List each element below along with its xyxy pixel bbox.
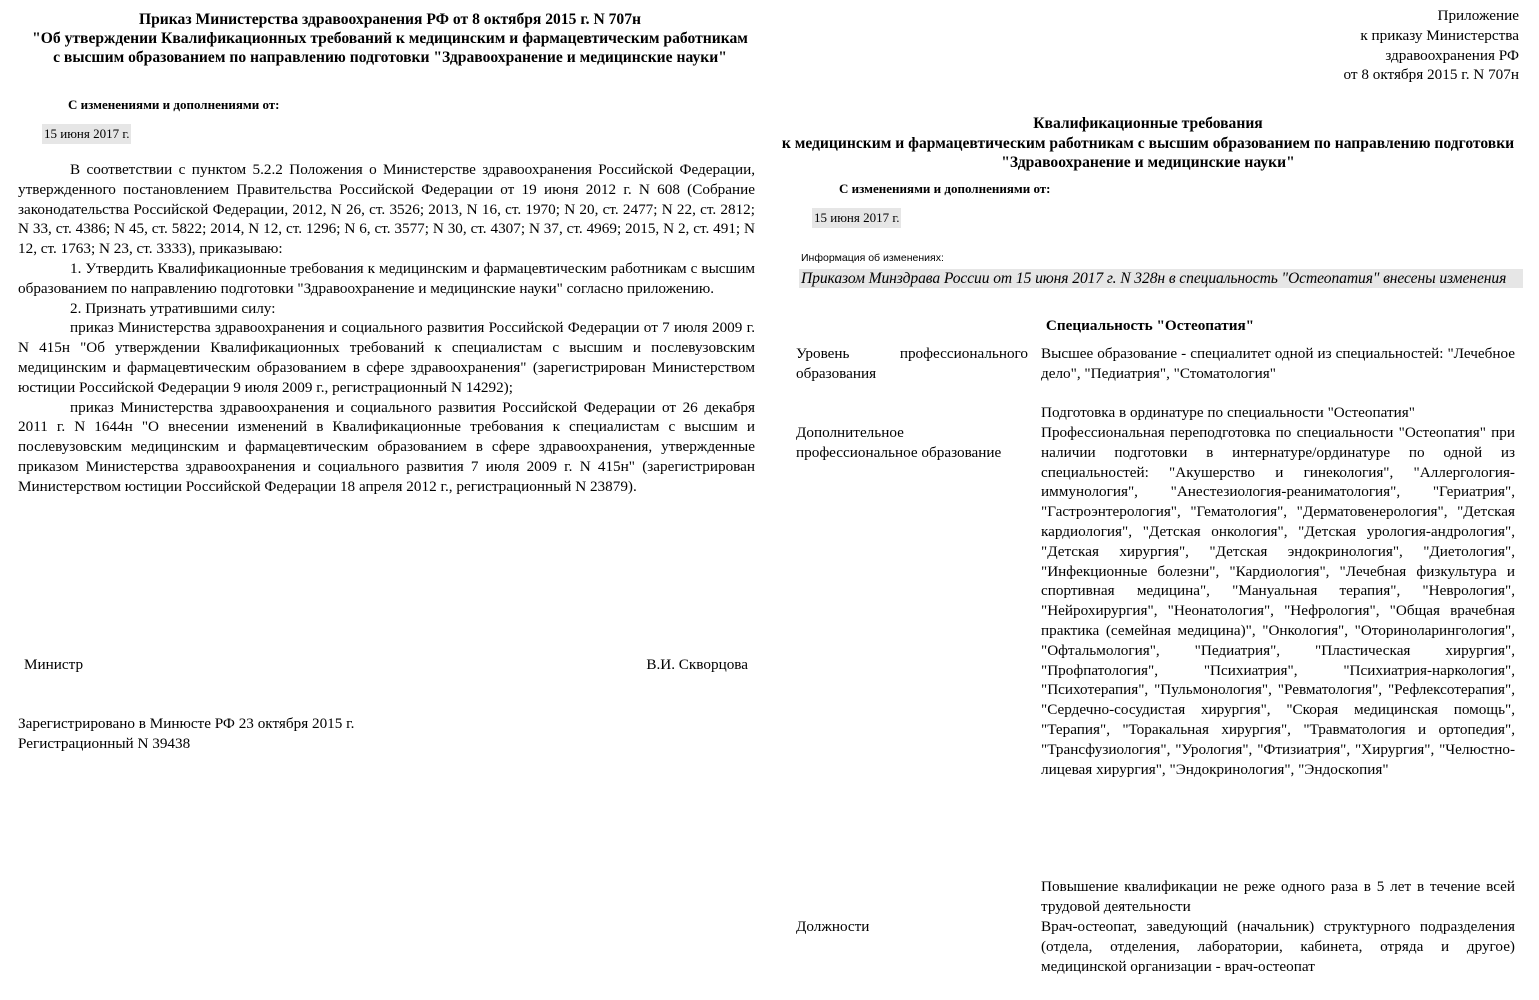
item-2-paragraph: 2. Признать утратившими силу: xyxy=(70,299,276,317)
positions-label: Должности xyxy=(796,918,870,935)
registration-date: Зарегистрировано в Минюсте РФ 23 октября 2015 г. xyxy=(18,715,355,732)
requirements-title-line2: к медицинским и фармацевтическим работникам с высшим образованием по направлению подготовки "Здравоохранение и медицинские науки" xyxy=(781,134,1515,171)
additional-education-label: Дополнительное профессиональное образование xyxy=(796,424,1002,461)
requirements-title xyxy=(780,114,1516,173)
appendix-line: от 8 октября 2015 г. N 707н xyxy=(1343,66,1519,84)
qualification-upgrade-value: Повышение квалификации не реже одного раза в 5 лет в течение всей трудовой деятельности xyxy=(1041,878,1515,915)
education-level-value: Высшее образование - специалитет одной из специальностей: "Лечебное дело", "Педиатрия", "Стоматология" xyxy=(1041,345,1515,382)
specialty-title: Специальность "Остеопатия" xyxy=(1045,317,1255,334)
order-title xyxy=(30,10,750,67)
appendix-line: Приложение xyxy=(1437,7,1519,24)
education-level-label: Уровень профессионального образования xyxy=(796,345,1028,382)
preamble-paragraph: В соответствии с пунктом 5.2.2 Положения о Министерстве здравоохранения Российской Федерации, утвержденного постановлением Правительства Российской Федерации от 19 июня 2012 г. N 608 (Собрание законодательства Российской Федерации, 2012, N 26, ст. 3526; 2013, N 16, ст. 1970; N 20, ст. 2477; N 22, ст. 2812; N 33, ст. 4386; N 45, ст. 5822; 2014, N 12, ст. 1296; N 6, ст. 3577; N 30, ст. 4307; N 37, ст. 4969; 2015, N 2, ст. 491; N 12, ст. 1763; N 23, ст. 3333), приказываю: xyxy=(18,161,755,258)
registration-info xyxy=(18,714,354,754)
repealed-order-1: приказ Министерства здравоохранения и социального развития Российской Федерации от 7 июля 2009 г. N 415н "Об утверждении Квалификационных требований к специалистам с высшим и послевузовским медицинским и фармацевтическим образованием в сфере здравоохранения" (зарегистрирован Министерством юстиции Российской Федерации 9 июля 2009 г., регистрационный N 14292); xyxy=(18,319,755,396)
order-title-line1: Приказ Министерства здравоохранения РФ от 8 октября 2015 г. N 707н xyxy=(139,11,641,28)
changes-label: С изменениями и дополнениями от: xyxy=(68,97,280,112)
requirements-title-line1: Квалификационные требования xyxy=(1033,115,1263,132)
minister-label: Министр xyxy=(24,656,84,673)
registration-number: Регистрационный N 39438 xyxy=(18,734,191,752)
change-info-text[interactable]: Приказом Минздрава России от 15 июня 2017 г. N 328н в специальность "Остеопатия" внесены изменения xyxy=(799,269,1523,288)
order-body xyxy=(18,160,755,497)
changes-label: С изменениями и дополнениями от: xyxy=(839,181,1051,196)
changes-date-link[interactable]: 15 июня 2017 г. xyxy=(42,124,131,144)
appendix-line: к приказу Министерства xyxy=(1360,26,1519,44)
appendix-header xyxy=(1344,6,1519,85)
changes-date-link[interactable]: 15 июня 2017 г. xyxy=(812,208,901,228)
item-1-paragraph: 1. Утвердить Квалификационные требования к медицинским и фармацевтическим работникам с высшим образованием по направлению подготовки "Здравоохранение и медицинские науки" согласно приложению. xyxy=(18,259,755,297)
residency-training-value: Подготовка в ординатуре по специальности "Остеопатия" xyxy=(1041,404,1415,421)
change-info-label: Информация об изменениях: xyxy=(801,252,944,264)
appendix-line: здравоохранения РФ xyxy=(1385,46,1519,64)
order-title-line2: "Об утверждении Квалификационных требований к медицинским и фармацевтическим работникам с высшим образованием по направлению подготовки "Здравоохранение и медицинские науки" xyxy=(32,30,748,66)
additional-education-value: Профессиональная переподготовка по специальности "Остеопатия" при наличии подготовки в интернатуре/ординатуре по одной из специальностей: "Акушерство и гинекология", "Аллергология-иммунология", "Анестезиология-реаниматология", "Гериатрия", "Гастроэнтерология", "Гематология", "Дерматовенерология", "Детская кардиология", "Детская онкология", "Детская урология-андрология", "Детская хирургия", "Детская эндокринология", "Диетология", "Инфекционные болезни", "Кардиология", "Лечебная физкультура и спортивная медицина", "Мануальная терапия", "Неврология", "Нейрохирургия", "Неонатология", "Нефрология", "Общая врачебная практика (семейная медицина)", "Онкология", "Оториноларингология", "Офтальмология", "Педиатрия", "Пластическая хирургия", "Профпатология", "Психиатрия", "Психиатрия-наркология", "Психотерапия", "Пульмонология", "Ревматология", "Рефлексотерапия", "Сердечно-сосудистая хирургия", "Скорая медицинская помощь", "Терапия", "Торакальная хирургия", "Травматология и ортопедия", "Трансфузиология", "Урология", "Фтизиатрия", "Хирургия", "Челюстно-лицевая хирургия", "Эндокринология", "Эндоскопия" xyxy=(1041,424,1515,778)
repealed-order-2: приказ Министерства здравоохранения и социального развития Российской Федерации от 26 декабря 2011 г. N 1644н "О внесении изменений в Квалификационные требования к специалистам с высшим и послевузовским медицинским и фармацевтическим образованием в сфере здравоохранения, утвержденные приказом Министерства здравоохранения и социального развития 7 июля 2009 г. N 415н" (зарегистрирован Министерством юстиции Российской Федерации 18 апреля 2012 г., регистрационный N 23879). xyxy=(18,398,755,495)
positions-value: Врач-остеопат, заведующий (начальник) структурного подразделения (отдела, отделения, лаборатории, кабинета, отряда и другое) медицинской организации - врач-остеопат xyxy=(1041,918,1515,975)
minister-name: В.И. Скворцова xyxy=(646,656,748,673)
